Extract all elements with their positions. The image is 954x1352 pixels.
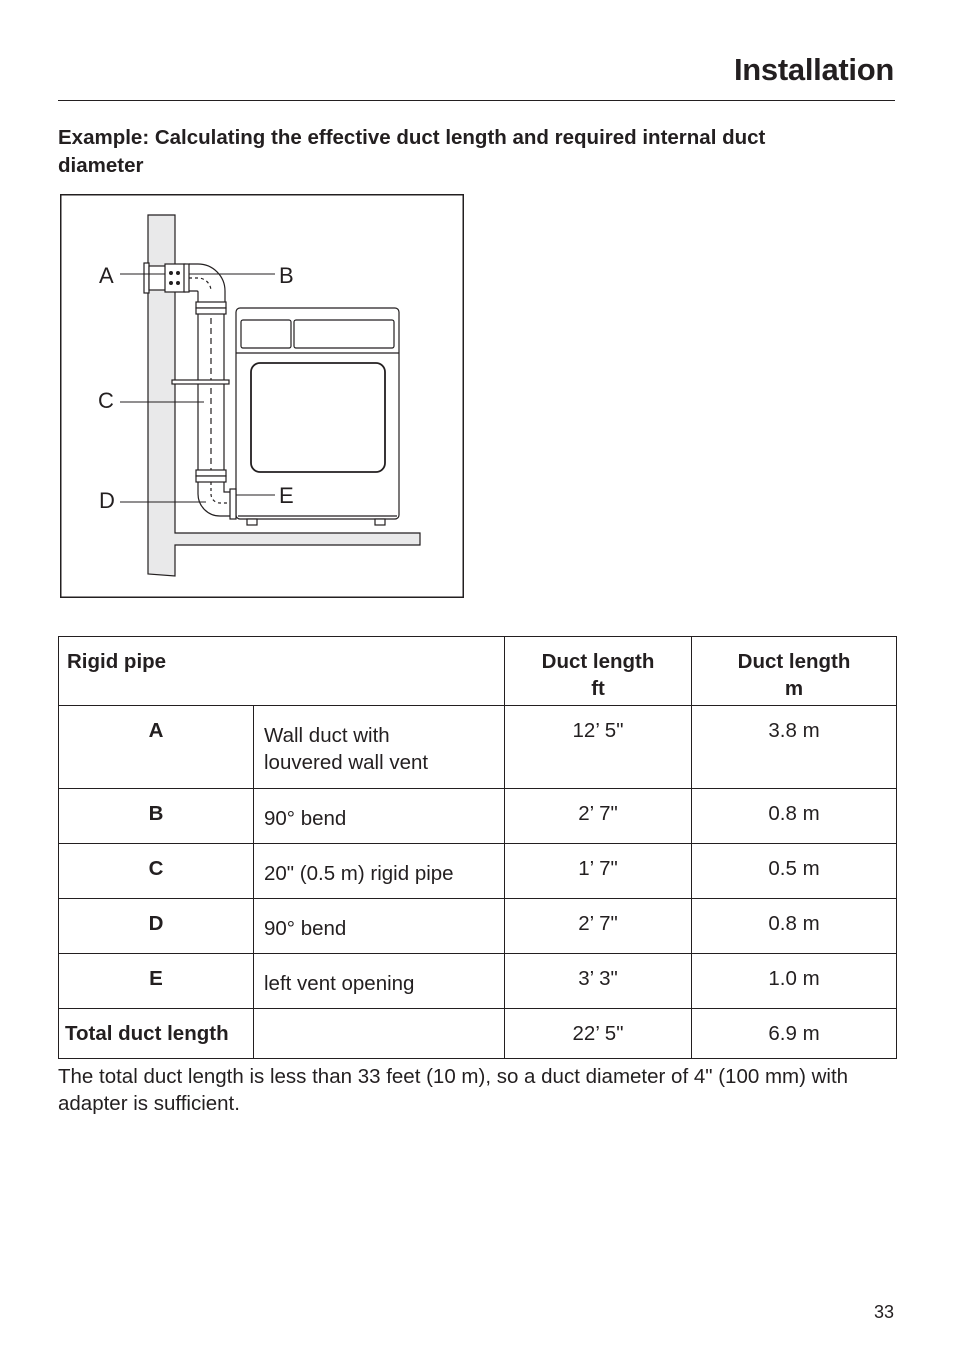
duct-length-table [58,636,897,1059]
row-key: C [59,844,254,899]
row-length-m: 0.5 m [692,844,897,899]
row-key: A [59,706,254,789]
total-length-m: 6.9 m [692,1009,897,1059]
total-label: Total duct length [59,1009,254,1059]
row-length-m: 0.8 m [692,789,897,844]
table-row [59,844,897,899]
row-description: 90° bend [254,899,505,954]
row-description: left vent opening [254,954,505,1009]
dryer-appliance [236,308,399,525]
header-duct-length-ft: Duct length ft [505,637,692,706]
header-rule [58,100,895,101]
conclusion-text: The total duct length is less than 33 feet (10 m), so a duct diameter of 4" (100 mm) with adapter is sufficient. [58,1065,849,1115]
row-length-m: 0.8 m [692,899,897,954]
row-description: 20" (0.5 m) rigid pipe [254,844,505,899]
label-c: C [98,388,114,413]
row-key: E [59,954,254,1009]
row-length-ft: 1’ 7" [505,844,692,899]
row-length-ft: 12’ 5" [505,706,692,789]
table-total-row [59,1009,897,1059]
table-row [59,789,897,844]
total-description [254,1009,505,1059]
section-title: Installation [733,52,894,87]
label-e: E [279,483,294,508]
table-row [59,954,897,1009]
label-a: A [99,263,114,288]
row-key: D [59,899,254,954]
row-length-m: 1.0 m [692,954,897,1009]
row-description: Wall duct with louvered wall vent [254,706,505,789]
row-length-ft: 3’ 3" [505,954,692,1009]
row-key: B [59,789,254,844]
example-heading: Example: Calculating the effective duct length and required internal duct diameter [58,126,766,177]
duct-diagram [60,194,464,598]
table-row [59,706,897,789]
wall-duct [144,263,189,293]
row-length-m: 3.8 m [692,706,897,789]
row-length-ft: 2’ 7" [505,789,692,844]
table-header-row [59,637,897,706]
page-number: 33 [873,1302,894,1322]
row-length-ft: 2’ 7" [505,899,692,954]
label-b: B [279,263,294,288]
header-rigid-pipe: Rigid pipe [59,637,505,706]
header-duct-length-m: Duct length m [692,637,897,706]
row-description: 90° bend [254,789,505,844]
table-row [59,899,897,954]
label-d: D [99,488,115,513]
total-length-ft: 22’ 5" [505,1009,692,1059]
